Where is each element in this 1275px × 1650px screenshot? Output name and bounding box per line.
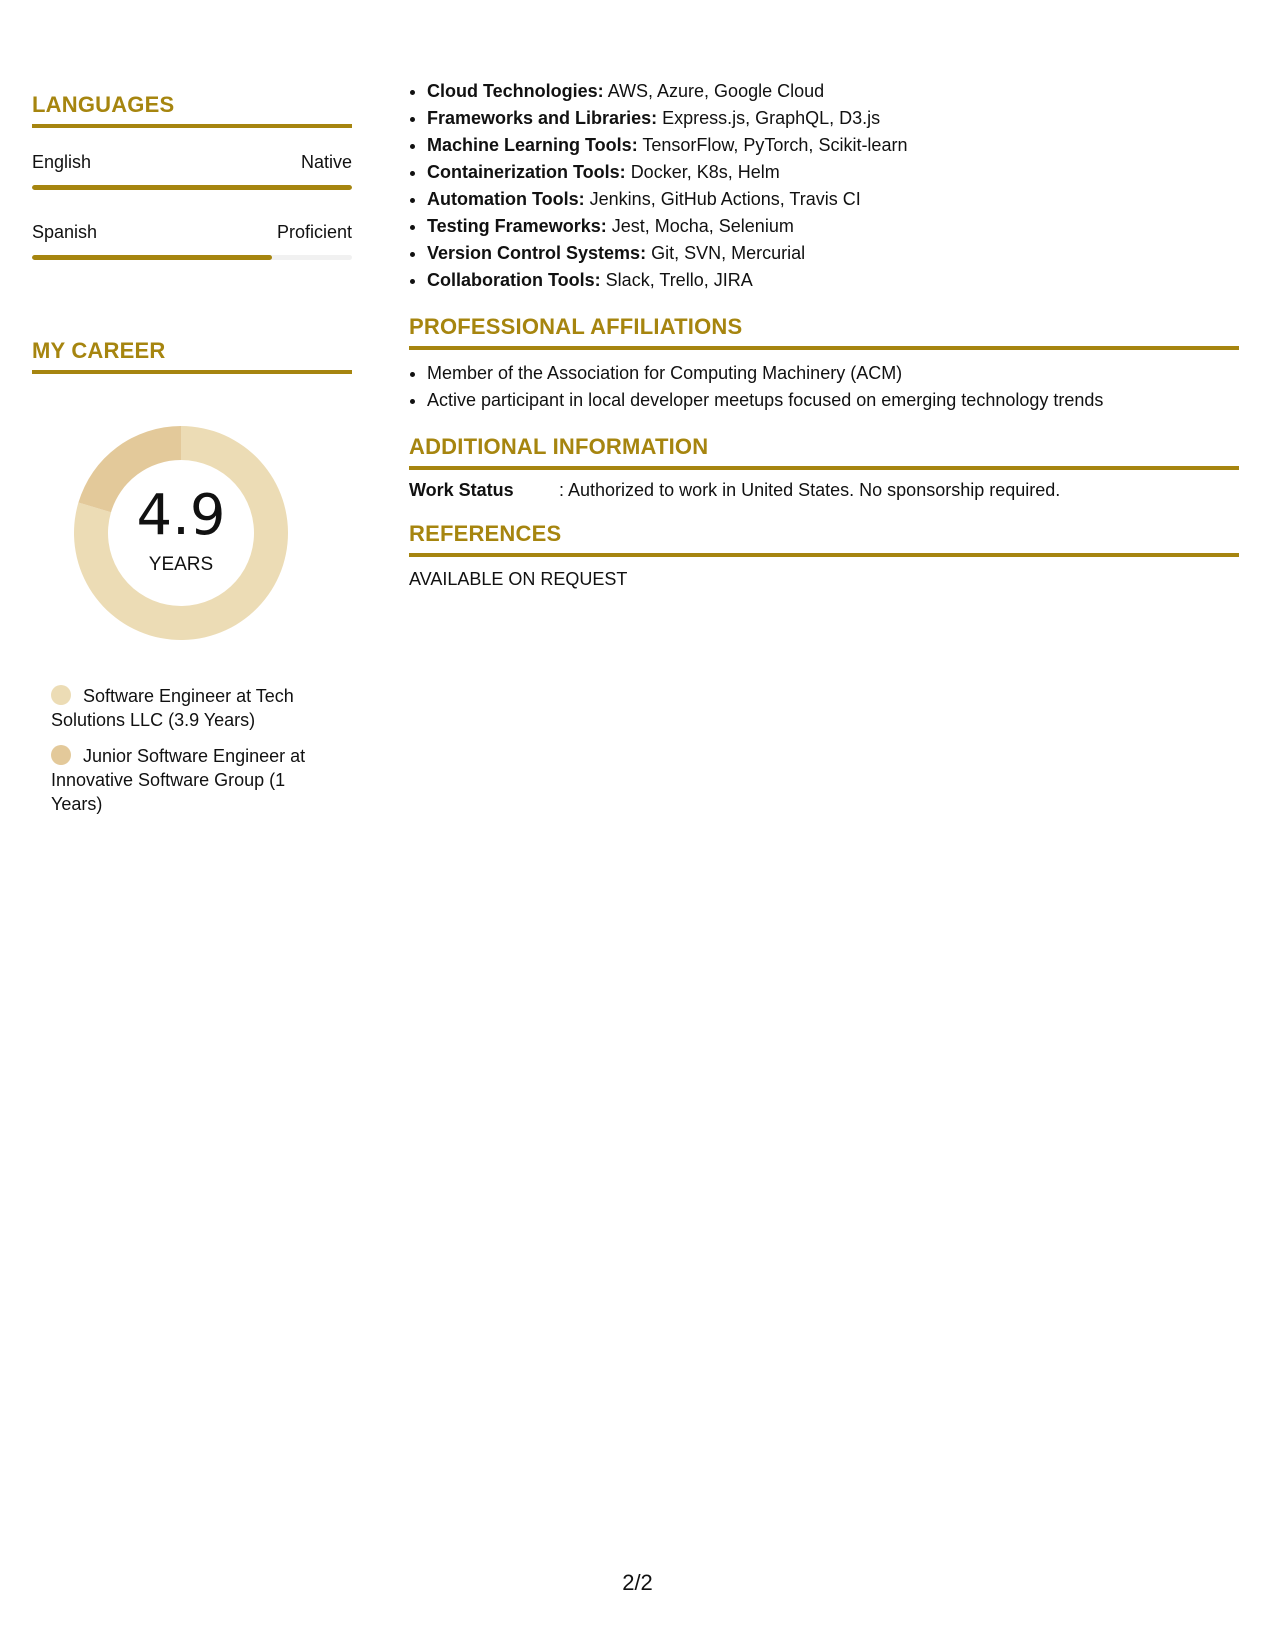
left-column (32, 92, 352, 828)
language-name: English (32, 152, 92, 172)
skill-item (427, 267, 1239, 294)
skill-item (427, 105, 1239, 132)
skill-label: Testing Frameworks: (427, 216, 607, 236)
language-name: Spanish (32, 222, 98, 242)
skill-value: Express.js, GraphQL, D3.js (662, 108, 881, 128)
affiliations-list (409, 360, 1239, 414)
skill-value: AWS, Azure, Google Cloud (607, 81, 825, 101)
language-level: Proficient (276, 222, 352, 242)
page-number: 2/2 (622, 1570, 653, 1595)
affiliation-item: • Active participant in local developer meetups focused on emerging technology trends (427, 387, 1239, 414)
skill-item (427, 240, 1239, 267)
career-total-years: 4.9 (136, 483, 226, 548)
references-heading: REFERENCES (409, 521, 1239, 557)
right-column (409, 78, 1239, 590)
affiliations-section (409, 314, 1239, 414)
language-proficiency-fill (32, 185, 352, 190)
skill-label: Version Control Systems: (427, 243, 647, 263)
affiliations-heading: PROFESSIONAL AFFILIATIONS (409, 314, 1239, 350)
language-level: Native (300, 152, 352, 172)
work-status-value: : Authorized to work in United States. No sponsorship required. (559, 480, 1061, 500)
skill-label: Machine Learning Tools: (427, 135, 638, 155)
legend-swatch (51, 745, 71, 765)
career-total-unit: YEARS (148, 554, 214, 575)
legend-item (51, 684, 331, 732)
references-text: AVAILABLE ON REQUEST (409, 569, 628, 589)
skill-item (427, 78, 1239, 105)
language-proficiency-fill (32, 255, 272, 260)
additional-info-heading: ADDITIONAL INFORMATION (409, 434, 1239, 470)
skill-value: TensorFlow, PyTorch, Scikit-learn (642, 135, 908, 155)
career-heading: MY CAREER (32, 338, 352, 374)
skill-item (427, 186, 1239, 213)
skill-label: Automation Tools: (427, 189, 585, 209)
skill-item (427, 213, 1239, 240)
skills-list (409, 78, 1239, 294)
legend-label: Junior Software Engineer at Innovative Software Group (1 Years) (51, 746, 306, 814)
work-status-label: Work Status (409, 480, 514, 500)
career-section (32, 338, 352, 816)
skill-item (427, 159, 1239, 186)
language-proficiency-bar (32, 255, 352, 260)
skill-value: Slack, Trello, JIRA (605, 270, 753, 290)
skill-value: Git, SVN, Mercurial (651, 243, 806, 263)
skill-value: Docker, K8s, Helm (630, 162, 780, 182)
language-spanish (32, 222, 352, 260)
skill-label: Frameworks and Libraries: (427, 108, 658, 128)
skill-value: Jenkins, GitHub Actions, Travis CI (589, 189, 861, 209)
legend-swatch (51, 685, 71, 705)
work-status-row (409, 480, 1239, 501)
references-section (409, 521, 1239, 590)
languages-heading: LANGUAGES (32, 92, 352, 128)
skill-label: Collaboration Tools: (427, 270, 601, 290)
language-english (32, 152, 352, 190)
skill-item (427, 132, 1239, 159)
career-donut-chart (66, 418, 296, 648)
language-proficiency-bar (32, 185, 352, 190)
skill-label: Cloud Technologies: (427, 81, 604, 101)
skill-label: Containerization Tools: (427, 162, 626, 182)
skill-value: Jest, Mocha, Selenium (611, 216, 794, 236)
career-legend (51, 684, 331, 816)
legend-item (51, 744, 331, 816)
affiliation-item: • Member of the Association for Computing Machinery (ACM) (427, 360, 1239, 387)
legend-label: Software Engineer at Tech Solutions LLC (3.9 Years) (51, 686, 294, 730)
additional-info-section (409, 434, 1239, 501)
